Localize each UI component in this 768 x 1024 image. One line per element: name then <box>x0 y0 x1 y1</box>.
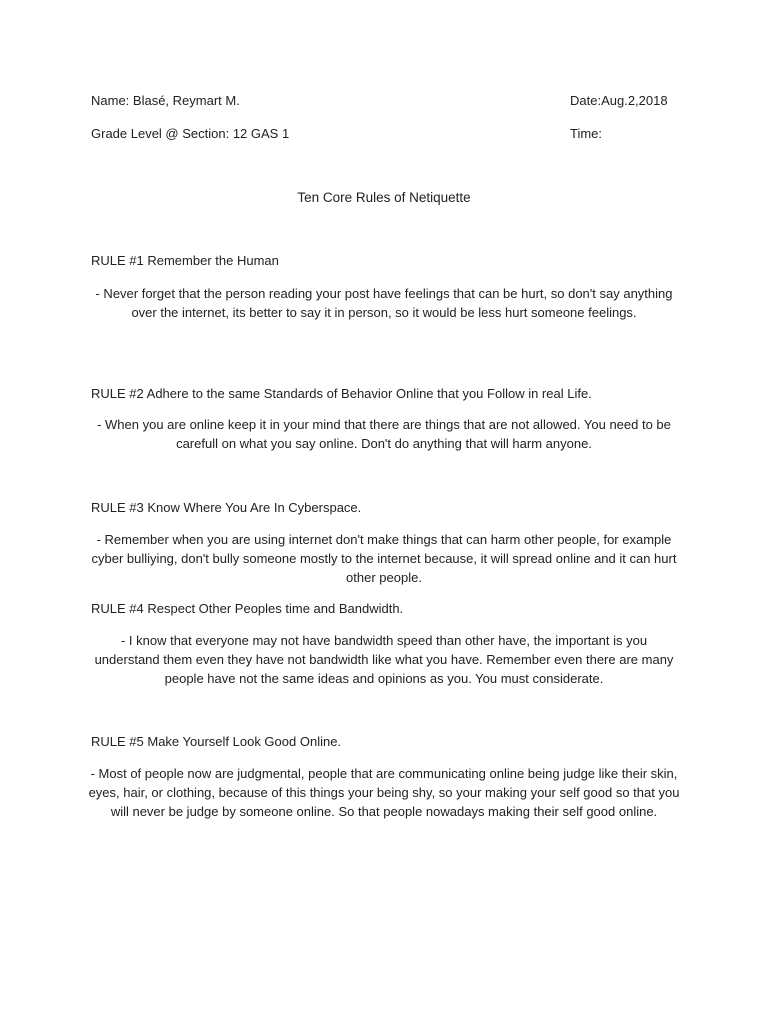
rule-1-body: - Never forget that the person reading your post have feelings that can be hurt, so don't say anything over the internet, its better to say it in person, so it would be less hurt someone feelings. <box>95 286 673 320</box>
date-field: Date:Aug.2,2018 <box>570 93 668 108</box>
grade-section: Grade Level @ Section: 12 GAS 1 <box>91 126 290 141</box>
rule-2-heading: RULE #2 Adhere to the same Standards of Behavior Online that you Follow in real Life. <box>91 386 592 401</box>
document-title: Ten Core Rules of Netiquette <box>297 190 471 205</box>
rule-3-heading: RULE #3 Know Where You Are In Cyberspace. <box>91 500 362 515</box>
time-field: Time: <box>570 126 603 141</box>
student-name: Name: Blasé, Reymart M. <box>91 93 240 108</box>
rule-5-heading: RULE #5 Make Yourself Look Good Online. <box>91 734 342 749</box>
rule-1-heading: RULE #1 Remember the Human <box>91 253 279 268</box>
rule-3-body: - Remember when you are using internet don't make things that can harm other people, for example cyber bulliying, don't bully someone mostly to the internet because, it will spread online and it can hurt other people. <box>91 532 677 585</box>
rule-4-body: - I know that everyone may not have bandwidth speed than other have, the important is you understand them even they have not bandwidth like what you have. Remember even there are many people have not the same ideas and opinions as you. You must considerate. <box>94 633 674 686</box>
rule-4-heading: RULE #4 Respect Other Peoples time and Bandwidth. <box>91 601 404 616</box>
rule-5-body: - Most of people now are judgmental, people that are communicating online being judge like their skin, eyes, hair, or clothing, because of this things your being shy, so your making your self good so that you will never be judge by someone online. So that people nowadays making their self good online. <box>88 766 680 819</box>
rule-2-body: - When you are online keep it in your mind that there are things that are not allowed. You need to be carefull on what you say online. Don't do anything that will harm anyone. <box>97 417 671 451</box>
